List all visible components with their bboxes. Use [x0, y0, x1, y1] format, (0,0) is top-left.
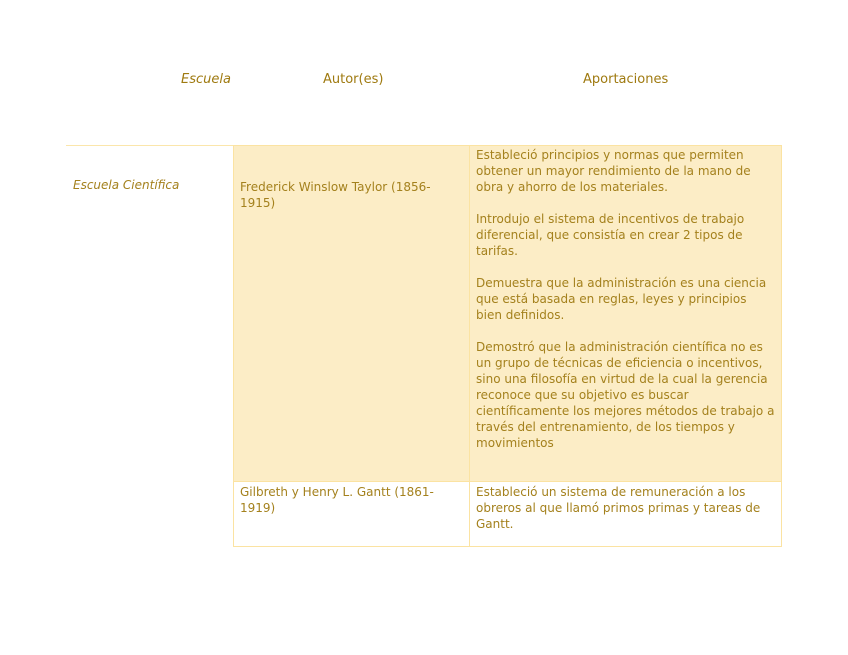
contribution-text: Demostró que la administración científica no es un grupo de técnicas de eficiencia o incentivos, sino una filosofía en virtud de la cual la gerencia reconoce que su objetivo es buscar científicamente los mejores métodos de trabajo a través del entrenamiento, de los tiempos y movimientos: [476, 340, 775, 450]
contribution-text: Demuestra que la administración es una ciencia que está basada en reglas, leyes y principios bien definidos.: [476, 276, 767, 322]
school-divider: [66, 145, 234, 146]
table-row: [234, 482, 782, 547]
school-name: Escuela Científica: [73, 178, 180, 192]
header-autores: Autor(es): [323, 72, 384, 87]
table-row: [234, 146, 782, 482]
author-cell: [234, 146, 470, 482]
contributions-table: [233, 145, 782, 547]
author-name: Frederick Winslow Taylor (1856-1915): [240, 180, 431, 210]
contributions-cell: [470, 482, 782, 547]
contribution-text: Estableció principios y normas que permiten obtener un mayor rendimiento de la mano de obra y ahorro de los materiales.: [476, 148, 751, 194]
header-aportaciones: Aportaciones: [583, 72, 669, 87]
header-escuela: Escuela: [181, 72, 231, 87]
contribution-text: Estableció un sistema de remuneración a los obreros al que llamó primos primas y tareas de Gantt.: [476, 485, 761, 531]
contribution-text: Introdujo el sistema de incentivos de trabajo diferencial, que consistía en crear 2 tipos de tarifas.: [476, 212, 745, 258]
author-cell: [234, 482, 470, 547]
author-name: Gilbreth y Henry L. Gantt (1861-1919): [240, 485, 434, 515]
contributions-cell: [470, 146, 782, 482]
